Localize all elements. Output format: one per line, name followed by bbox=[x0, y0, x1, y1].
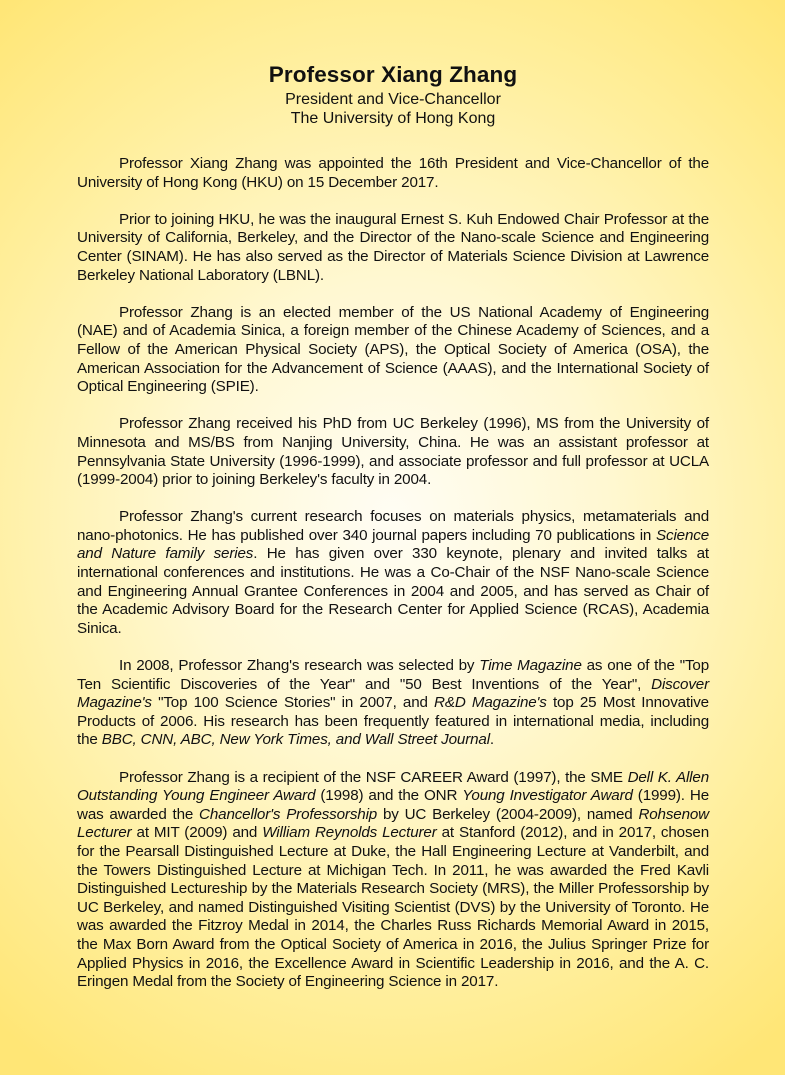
paragraph-text: (1998) and the ONR bbox=[315, 787, 463, 805]
bio-paragraph bbox=[77, 657, 709, 750]
paragraph-text: Professor Zhang is an elected member of the US National Academy of Engineering (NAE) and of Academia Sinica, a foreign member of the Chinese Academy of Sciences, and a Fellow of the American Physical Society (APS), the Optical Society of America (OSA), the American Association for the Advancement of Science (AAAS), and the International Society of Optical Engineering (SPIE). bbox=[77, 303, 709, 396]
paragraph-text: Prior to joining HKU, he was the inaugural Ernest S. Kuh Endowed Chair Professor at the University of California, Berkeley, and the Director of the Nano-scale Science and Engineering Center (SINAM). He has also served as the Director of Materials Science Division at Lawrence Berkeley National Laboratory (LBNL). bbox=[77, 210, 709, 284]
paragraph-text: at Stanford (2012), and in 2017, chosen for the Pearsall Distinguished Lecture at Duke, the Hall Engineering Lecture at Vanderbilt, and the Towers Distinguished Lecture at Michigan Tech. In 2011, he was awarded the Fred Kavli Distinguished Lectureship by the Materials Research Society (MRS), the Miller Professorship by UC Berkeley, and named Distinguished Visiting Scientist (DVS) by the University of Toronto. He was awarded the Fitzroy Medal in 2014, the Charles Russ Richards Memorial Award in 2015, the Max Born Award from the Optical Society of America in 2016, the Julius Springer Prize for Applied Physics in 2016, the Excellence Award in Scientific Leadership in 2016, and the A. C. Eringen Medal from the Society of Engineering Science in 2017. bbox=[77, 824, 710, 991]
bio-paragraph bbox=[77, 211, 709, 285]
paragraph-text: . bbox=[489, 731, 494, 749]
bio-paragraph bbox=[77, 415, 709, 489]
paragraph-text: Professor Zhang received his PhD from UC Berkeley (1996), MS from the University of Minnesota and MS/BS from Nanjing University, China. He was an assistant professor at Pennsylvania State University (1996-1999), and associate professor and full professor at UCLA (1999-2004) prior to joining Berkeley's faculty in 2004. bbox=[77, 415, 709, 489]
paragraph-text: . He has given over 330 keynote, plenary and invited talks at international conferences and institutions. He was a Co-Chair of the NSF Nano-scale Science and Engineering Annual Grantee Conferences in 2004 and 2005, and has served as Chair of the Academic Advisory Board for the Research Center for Applied Science (RCAS), Academia Sinica. bbox=[77, 545, 709, 637]
italic-text: William Reynolds Lecturer bbox=[262, 824, 437, 842]
bio-header bbox=[77, 60, 709, 128]
italic-text: Chancellor's Professorship bbox=[199, 805, 378, 823]
paragraph-text: top 25 Most Innovative Products of 2006. His research has been frequently featured in international media, including the bbox=[77, 694, 709, 749]
bio-paragraph bbox=[77, 769, 709, 992]
paragraph-text: by UC Berkeley (2004-2009), named bbox=[377, 805, 639, 823]
bio-paragraph bbox=[77, 155, 709, 192]
italic-text: Rohsenow Lecturer bbox=[77, 805, 709, 842]
italic-text: BBC, CNN, ABC, New York Times, and Wall Street Journal bbox=[101, 731, 490, 749]
italic-text: Discover Magazine's bbox=[77, 675, 709, 712]
italic-text: Science and Nature family series bbox=[77, 526, 709, 563]
italic-text: R&D Magazine's bbox=[434, 694, 547, 712]
paragraph-text: "Top 100 Science Stories" in 2007, and bbox=[151, 694, 435, 712]
paragraph-text: (1999). He was awarded the bbox=[77, 787, 709, 823]
institution-name: The University of Hong Kong bbox=[290, 110, 496, 127]
person-name: Professor Xiang Zhang bbox=[268, 62, 518, 87]
paragraph-text: In 2008, Professor Zhang's research was selected by bbox=[119, 657, 480, 675]
paragraph-text: Professor Zhang is a recipient of the NSF CAREER Award (1997), the SME bbox=[119, 768, 628, 786]
paragraph-text: as one of the "Top Ten Scientific Discoveries of the Year" and "50 Best Inventions of the Year", bbox=[77, 657, 709, 693]
bio-paragraph bbox=[77, 304, 709, 397]
italic-text: Dell K. Allen Outstanding Young Engineer Award bbox=[77, 768, 709, 805]
bio-body bbox=[77, 155, 709, 992]
bio-paragraph bbox=[77, 508, 709, 638]
italic-text: Young Investigator Award bbox=[462, 787, 633, 805]
paragraph-text: Professor Zhang's current research focuses on materials physics, metamaterials and nano-photonics. He has published over 340 journal papers including 70 publications in bbox=[77, 508, 709, 544]
paragraph-text: at MIT (2009) and bbox=[131, 824, 263, 842]
italic-text: Time Magazine bbox=[479, 657, 582, 675]
position-title: President and Vice-Chancellor bbox=[285, 91, 501, 108]
paragraph-text: Professor Xiang Zhang was appointed the 16th President and Vice-Chancellor of the University of Hong Kong (HKU) on 15 December 2017. bbox=[77, 155, 709, 191]
